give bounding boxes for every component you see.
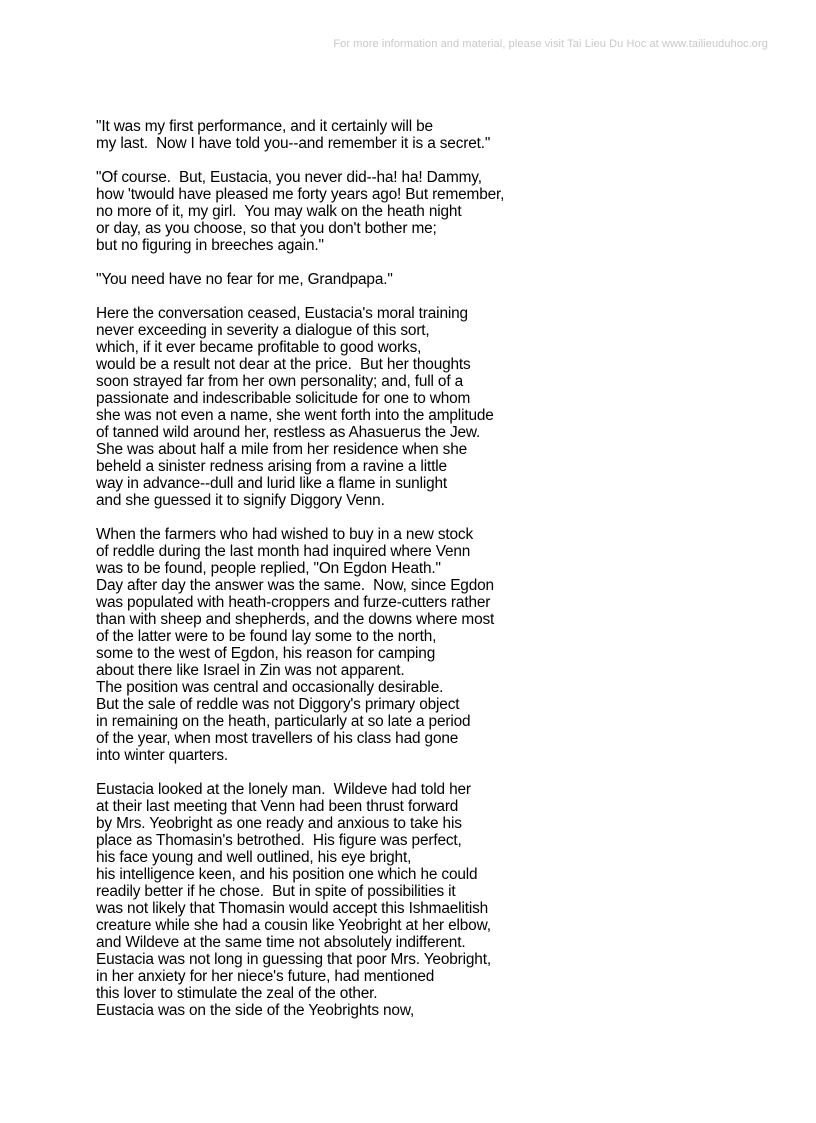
text-line: than with sheep and shepherds, and the downs where most bbox=[96, 611, 495, 628]
paragraph-secret bbox=[96, 118, 776, 152]
text-line: was not likely that Thomasin would accept this Ishmaelitish bbox=[96, 900, 489, 917]
text-line: into winter quarters. bbox=[96, 747, 229, 764]
text-line: of reddle during the last month had inquired where Venn bbox=[96, 543, 471, 560]
text-line: no more of it, my girl. You may walk on the heath night bbox=[96, 203, 462, 220]
text-line: Here the conversation ceased, Eustacia's moral training bbox=[96, 305, 468, 322]
text-line: "Of course. But, Eustacia, you never did--ha! ha! Dammy, bbox=[96, 169, 482, 186]
text-line: Eustacia looked at the lonely man. Wildeve had told her bbox=[96, 781, 471, 798]
text-line: how 'twould have pleased me forty years ago! But remember, bbox=[96, 186, 505, 203]
text-line: "You need have no fear for me, Grandpapa." bbox=[96, 271, 393, 288]
text-line: in her anxiety for her niece's future, had mentioned bbox=[96, 968, 435, 985]
text-line: readily better if he chose. But in spite of possibilities it bbox=[96, 883, 456, 900]
source-watermark-note: For more information and material, please visit Tai Lieu Du Hoc at www.tailieuduhoc.org bbox=[333, 38, 768, 50]
text-line: "It was my first performance, and it certainly will be bbox=[96, 118, 433, 135]
text-line: Eustacia was on the side of the Yeobrights now, bbox=[96, 1002, 415, 1019]
text-line: his face young and well outlined, his eye bright, bbox=[96, 849, 412, 866]
text-line: his intelligence keen, and his position one which he could bbox=[96, 866, 478, 883]
paragraph-no-fear bbox=[96, 271, 776, 288]
text-line: When the farmers who had wished to buy in a new stock bbox=[96, 526, 474, 543]
paragraph-grandfather-reply bbox=[96, 169, 776, 254]
text-line: Day after day the answer was the same. Now, since Egdon bbox=[96, 577, 494, 594]
text-line: but no figuring in breeches again." bbox=[96, 237, 324, 254]
text-line: in remaining on the heath, particularly at so late a period bbox=[96, 713, 471, 730]
text-line: Eustacia was not long in guessing that poor Mrs. Yeobright, bbox=[96, 951, 491, 968]
text-line: soon strayed far from her own personality; and, full of a bbox=[96, 373, 464, 390]
text-line: But the sale of reddle was not Diggory's primary object bbox=[96, 696, 460, 713]
text-line: of tanned wild around her, restless as Ahasuerus the Jew. bbox=[96, 424, 481, 441]
text-line: about there like Israel in Zin was not apparent. bbox=[96, 662, 405, 679]
text-line: of the year, when most travellers of his class had gone bbox=[96, 730, 459, 747]
text-line: creature while she had a cousin like Yeobright at her elbow, bbox=[96, 917, 491, 934]
paragraph-lonely-man bbox=[96, 781, 776, 1019]
text-line: some to the west of Egdon, his reason for camping bbox=[96, 645, 436, 662]
text-line: this lover to stimulate the zeal of the other. bbox=[96, 985, 378, 1002]
text-line: The position was central and occasionally desirable. bbox=[96, 679, 444, 696]
text-line: was to be found, people replied, "On Egdon Heath." bbox=[96, 560, 441, 577]
text-line: place as Thomasin's betrothed. His figure was perfect, bbox=[96, 832, 462, 849]
text-line: and she guessed it to signify Diggory Venn. bbox=[96, 492, 385, 509]
paragraph-farmers-reddle bbox=[96, 526, 776, 764]
text-line: of the latter were to be found lay some to the north, bbox=[96, 628, 437, 645]
text-line: never exceeding in severity a dialogue of this sort, bbox=[96, 322, 430, 339]
text-line: would be a result not dear at the price. But her thoughts bbox=[96, 356, 471, 373]
text-line: and Wildeve at the same time not absolutely indifferent. bbox=[96, 934, 466, 951]
text-line: she was not even a name, she went forth into the amplitude bbox=[96, 407, 494, 424]
text-line: was populated with heath-croppers and furze-cutters rather bbox=[96, 594, 491, 611]
text-line: at their last meeting that Venn had been thrust forward bbox=[96, 798, 459, 815]
text-line: which, if it ever became profitable to good works, bbox=[96, 339, 422, 356]
text-line: way in advance--dull and lurid like a flame in sunlight bbox=[96, 475, 448, 492]
page-body bbox=[96, 118, 776, 1036]
text-line: my last. Now I have told you--and remember it is a secret." bbox=[96, 135, 491, 152]
text-line: She was about half a mile from her residence when she bbox=[96, 441, 468, 458]
text-line: passionate and indescribable solicitude for one to whom bbox=[96, 390, 471, 407]
text-line: or day, as you choose, so that you don't bother me; bbox=[96, 220, 437, 237]
text-line: beheld a sinister redness arising from a ravine a little bbox=[96, 458, 447, 475]
text-line: by Mrs. Yeobright as one ready and anxious to take his bbox=[96, 815, 462, 832]
paragraph-conversation-ceased bbox=[96, 305, 776, 509]
